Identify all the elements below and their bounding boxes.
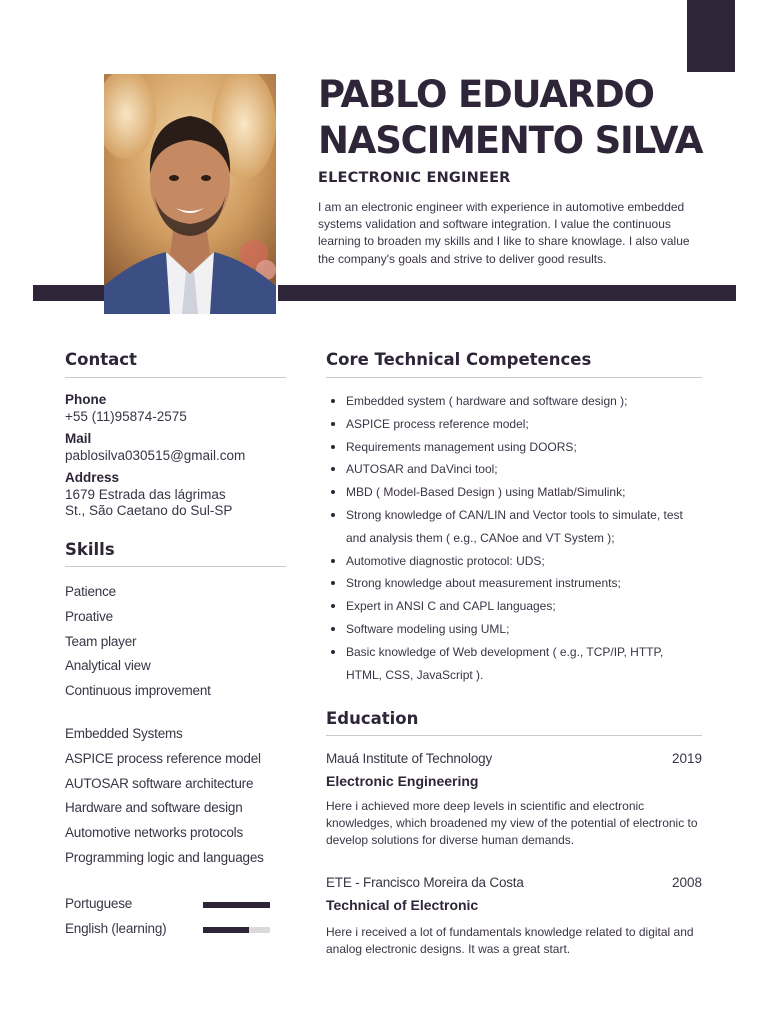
list-item: MBD ( Model-Based Design ) using Matlab/Simulink;: [330, 481, 702, 504]
address-label: Address: [65, 470, 120, 485]
skills-divider: [65, 566, 286, 567]
list-item: Automotive diagnostic protocol: UDS;: [330, 550, 702, 573]
education-description: Here i received a lot of fundamentals knowledge related to digital and analog electronic designs. It was a great start.: [326, 925, 694, 957]
list-item: Proative: [65, 608, 113, 624]
list-item: Embedded system ( hardware and software design );: [330, 390, 702, 413]
list-item: Expert in ANSI C and CAPL languages;: [330, 595, 702, 618]
language-name: English (learning): [65, 921, 167, 936]
education-divider: [326, 735, 702, 736]
candidate-name: PABLO EDUARDO NASCIMENTO SILVA: [318, 73, 703, 162]
phone-value: +55 (11)95874-2575: [65, 409, 187, 424]
skills-section-title: Skills: [65, 540, 115, 559]
list-item: AUTOSAR software architecture: [65, 775, 254, 791]
list-item: Embedded Systems: [65, 726, 183, 741]
education-school: ETE - Francisco Moreira da Costa: [326, 875, 524, 890]
education-year: 2019: [671, 751, 702, 766]
contact-divider: [65, 377, 286, 378]
education-degree: Technical of Electronic: [326, 897, 479, 913]
list-item: Programming logic and languages: [65, 849, 264, 865]
profile-summary: I am an electronic engineer with experience in automotive embedded systems validation and software integration. I value the continuous learning to broaden my skills and I like to share knowlage. I also value the company's goals and strive to deliver good results.: [318, 200, 690, 266]
list-item: Continuous improvement: [65, 683, 211, 699]
list-item: Basic knowledge of Web development ( e.g., TCP/IP, HTTP, HTML, CSS, JavaScript ).: [330, 641, 702, 687]
list-item: Strong knowledge of CAN/LIN and Vector tools to simulate, test and analysis them ( e.g., CANoe and VT System );: [330, 504, 702, 550]
list-item: Analytical view: [65, 658, 151, 674]
job-title: ELECTRONIC ENGINEER: [318, 170, 511, 186]
address-line-2: St., São Caetano do Sul-SP: [65, 503, 233, 518]
education-section-title: Education: [326, 709, 419, 728]
language-row: [65, 921, 275, 941]
competences-section-title: Core Technical Competences: [326, 350, 592, 369]
phone-label: Phone: [65, 392, 107, 407]
list-item: ASPICE process reference model;: [330, 413, 702, 436]
language-level-fill: [203, 927, 249, 933]
list-item: Requirements management using DOORS;: [330, 436, 702, 459]
language-name: Portuguese: [65, 896, 133, 911]
list-item: Hardware and software design: [65, 800, 243, 816]
language-level-bar: [203, 902, 270, 908]
education-degree: Electronic Engineering: [326, 773, 479, 789]
list-item: Strong knowledge about measurement instruments;: [330, 572, 702, 595]
technical-skills-list: [65, 722, 264, 871]
list-item: ASPICE process reference model: [65, 750, 261, 766]
soft-skills-list: [65, 580, 211, 704]
competences-divider: [326, 377, 702, 378]
mail-label: Mail: [65, 431, 92, 446]
language-row: [65, 896, 275, 916]
education-description: Here i achieved more deep levels in scientific and electronic knowledges, which broadened my view of the potential of electronic to develop solutions for diverse human demands.: [326, 799, 698, 848]
profile-photo: [104, 74, 276, 314]
list-item: Automotive networks protocols: [65, 825, 244, 841]
header-band-right: [278, 285, 736, 301]
mail-value: pablosilva030515@gmail.com: [65, 448, 246, 463]
header-band-left: [33, 285, 105, 301]
list-item: Software modeling using UML;: [330, 618, 702, 641]
education-school: Mauá Institute of Technology: [326, 751, 493, 766]
address-line-1: 1679 Estrada das lágrimas: [65, 487, 226, 502]
list-item: Patience: [65, 584, 116, 599]
contact-section-title: Contact: [65, 350, 137, 369]
education-year: 2008: [671, 875, 702, 890]
competences-list: [330, 390, 702, 686]
list-item: Team player: [65, 633, 137, 649]
language-level-bar: [203, 927, 270, 933]
list-item: AUTOSAR and DaVinci tool;: [330, 458, 702, 481]
language-level-fill: [203, 902, 270, 908]
corner-accent-block: [687, 0, 735, 72]
